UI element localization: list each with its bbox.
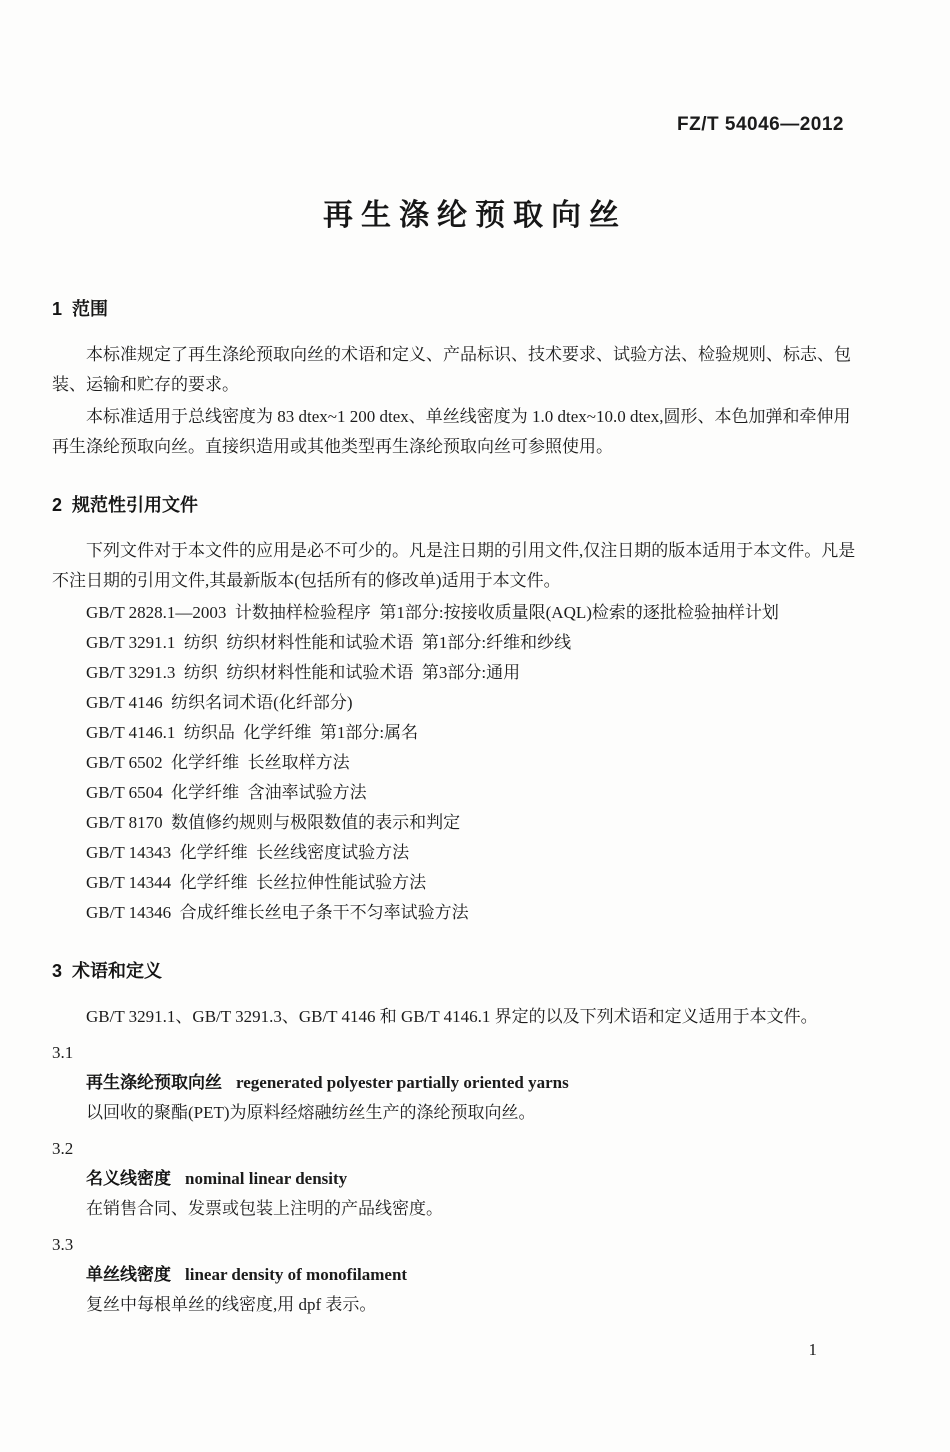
term-title	[52, 1068, 860, 1098]
term-title-zh: 再生涤纶预取向丝	[86, 1073, 222, 1092]
reference-item: GB/T 3291.1 纺织 纺织材料性能和试验术语 第1部分:纤维和纱线	[86, 633, 572, 652]
reference-item: GB/T 4146.1 纺织品 化学纤维 第1部分:属名	[86, 723, 419, 742]
reference-item: GB/T 14346 合成纤维长丝电子条干不匀率试验方法	[86, 903, 469, 922]
reference-item: GB/T 4146 纺织名词术语(化纤部分)	[86, 693, 353, 712]
section-1-heading: 1 范围	[52, 299, 109, 319]
term-title-en: regenerated polyester partially oriented yarns	[236, 1073, 569, 1092]
references-intro: 下列文件对于本文件的应用是必不可少的。凡是注日期的引用文件,仅注日期的版本适用于本文件。凡是不注日期的引用文件,其最新版本(包括所有的修改单)适用于本文件。	[52, 541, 856, 590]
reference-item: GB/T 14344 化学纤维 长丝拉伸性能试验方法	[86, 873, 427, 892]
term-title-zh: 名义线密度	[86, 1169, 171, 1188]
reference-item: GB/T 6504 化学纤维 含油率试验方法	[86, 783, 367, 802]
page-number: 1	[808, 1340, 817, 1359]
term-definition: 复丝中每根单丝的线密度,用 dpf 表示。	[86, 1295, 377, 1314]
section-2-heading: 2 规范性引用文件	[52, 495, 199, 515]
reference-item: GB/T 6502 化学纤维 长丝取样方法	[86, 753, 350, 772]
term-definition: 在销售合同、发票或包装上注明的产品线密度。	[86, 1199, 443, 1218]
document-title: 再生涤纶预取向丝	[323, 199, 627, 232]
scope-paragraph-1: 本标准规定了再生涤纶预取向丝的术语和定义、产品标识、技术要求、试验方法、检验规则、标志、包装、运输和贮存的要求。	[52, 345, 851, 394]
reference-item: GB/T 14343 化学纤维 长丝线密度试验方法	[86, 843, 410, 862]
term-title-en: linear density of monofilament	[185, 1265, 408, 1284]
term-title-en: nominal linear density	[185, 1169, 348, 1188]
reference-item: GB/T 8170 数值修约规则与极限数值的表示和判定	[86, 813, 461, 832]
term-title	[52, 1260, 860, 1290]
reference-item: GB/T 3291.3 纺织 纺织材料性能和试验术语 第3部分:通用	[86, 663, 521, 682]
scope-paragraph-2: 本标准适用于总线密度为 83 dtex~1 200 dtex、单丝线密度为 1.0 dtex~10.0 dtex,圆形、本色加弹和牵伸用再生涤纶预取向丝。直接织造用或其他类型再生涤纶预取向丝可参照使用。	[52, 407, 851, 456]
term-title-zh: 单丝线密度	[86, 1265, 171, 1284]
term-number: 3.2	[52, 1139, 74, 1158]
doc-number: FZ/T 54046—2012	[677, 114, 844, 135]
term-definition: 以回收的聚酯(PET)为原料经熔融纺丝生产的涤纶预取向丝。	[86, 1103, 536, 1122]
term-title	[52, 1164, 860, 1194]
terms-intro: GB/T 3291.1、GB/T 3291.3、GB/T 4146 和 GB/T 4146.1 界定的以及下列术语和定义适用于本文件。	[86, 1007, 818, 1026]
section-3-heading: 3 术语和定义	[52, 961, 163, 981]
term-number: 3.3	[52, 1235, 74, 1254]
term-number: 3.1	[52, 1043, 74, 1062]
reference-item: GB/T 2828.1—2003 计数抽样检验程序 第1部分:按接收质量限(AQL)检索的逐批检验抽样计划	[86, 603, 779, 622]
document-body	[52, 294, 860, 1320]
